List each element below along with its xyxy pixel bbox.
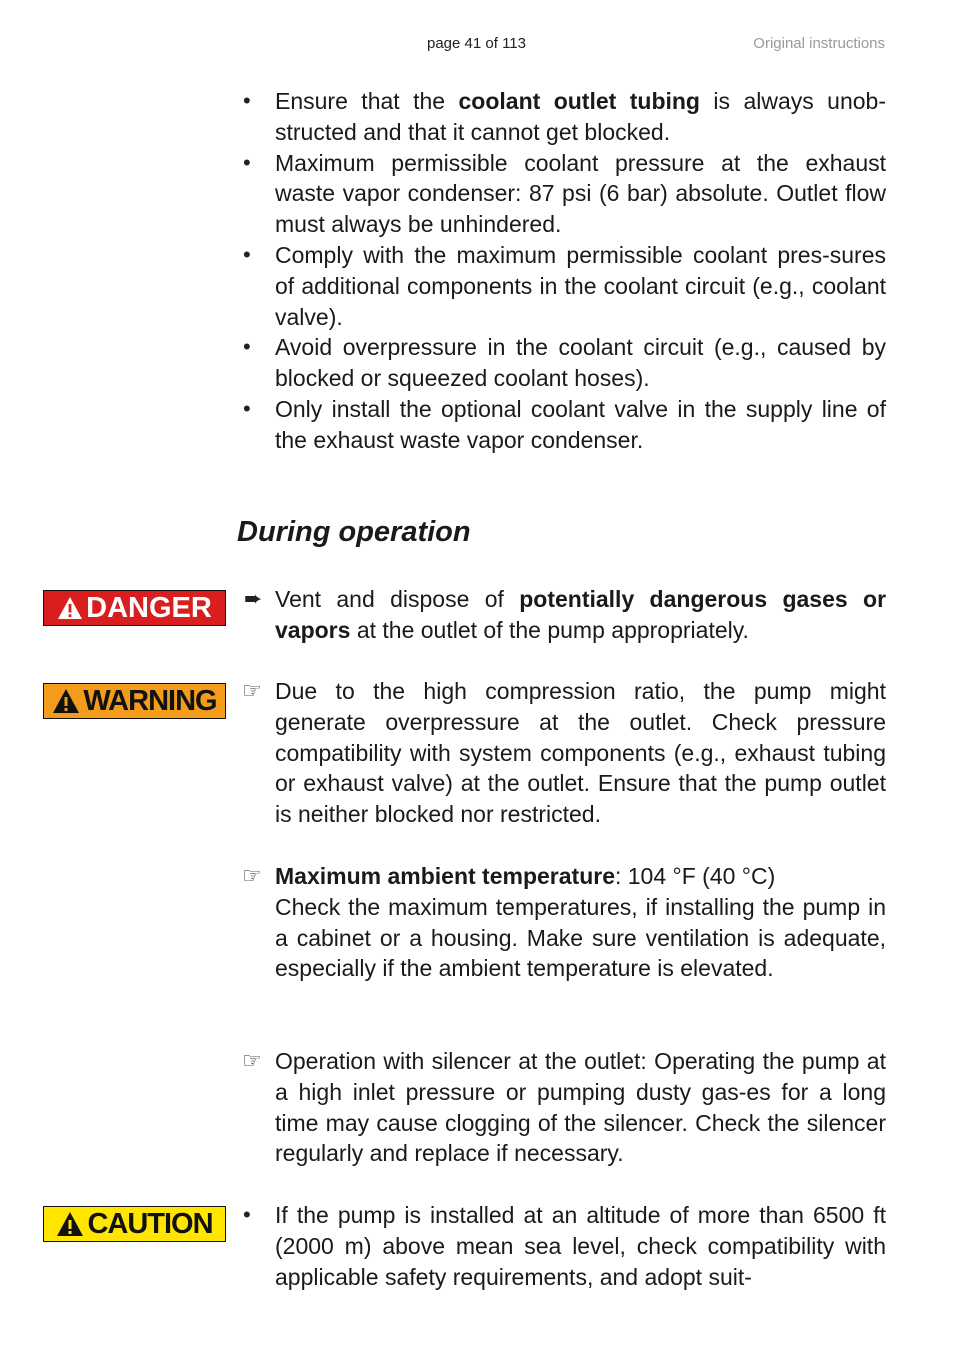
ambient-temperature-note (240, 861, 886, 984)
caution-label-text: CAUTION (87, 1207, 213, 1240)
caution-instructions (240, 1200, 886, 1292)
list-item: • Only install the optional coolant valve in the supply line of the exhaust waste vapor condenser. (243, 395, 886, 453)
warning-triangle-icon (57, 596, 83, 620)
warning-label-text: WARNING (83, 684, 217, 717)
list-item: • Avoid overpressure in the coolant circuit (e.g., caused by blocked or squeezed coolant hoses). (243, 334, 886, 392)
list-item: • Comply with the maximum permissible coolant pres-sures of additional components in the coolant circuit (e.g., coolant valve). (243, 241, 886, 330)
caution-label (43, 1206, 226, 1242)
coolant-instructions-list (240, 86, 886, 456)
pointing-hand-icon: ☞ (242, 678, 262, 703)
bullet-marker: • (243, 1202, 251, 1227)
list-item: • Ensure that the coolant outlet tubing is always unob-structed and that it cannot get blocked. (243, 88, 886, 145)
list-item: • If the pump is installed at an altitude of more than 6500 ft (2000 m) above mean sea level, check compatibility with applicable safety requirements, and adopt suit- (243, 1202, 886, 1290)
list-item: ☞ Maximum ambient temperature: 104 °F (40 °C) Check the maximum temperatures, if installing the pump in a cabinet or a housing. Make sure ventilation is adequate, especially if the ambient temperature is elevated. (242, 863, 886, 982)
pointing-hand-icon: ☞ (242, 863, 262, 888)
list-item: ➨ Vent and dispose of potentially dangerous gases or vapors at the outlet of the pump appropriately. (244, 586, 887, 643)
warning-instructions (240, 676, 886, 830)
pointing-hand-icon: ☞ (242, 1048, 262, 1073)
bullet-marker: • (243, 395, 251, 421)
danger-label (43, 590, 226, 626)
list-item: ☞ Due to the high compression ratio, the pump might generate overpressure at the outlet. Check pressure compatibility with system components (e.g., exhaust tubing or exhaust valve) at the outlet. Ensure that the pump outlet is neither blocked nor restricted. (242, 678, 886, 828)
bullet-marker: • (243, 88, 251, 113)
list-item: • Maximum permissible coolant pressure at the exhaust waste vapor condenser: 87 psi (6 bar) absolute. Outlet flow must always be unhindered. (243, 149, 886, 238)
bullet-marker: • (243, 241, 251, 267)
danger-instructions (240, 584, 886, 646)
warning-triangle-icon (52, 688, 80, 714)
danger-label-text: DANGER (86, 591, 212, 624)
list-item: ☞ Operation with silencer at the outlet: Operating the pump at a high inlet pressure or pumping dusty gas-es for a long time may cause clogging of the silencer. Check the silencer regularly and replace if necessary. (242, 1048, 886, 1167)
arrow-marker: ➨ (244, 586, 263, 611)
bullet-marker: • (243, 149, 251, 175)
warning-label (43, 683, 226, 719)
bullet-marker: • (243, 334, 251, 360)
document-type: Original instructions (753, 35, 885, 52)
section-heading: During operation (237, 516, 471, 548)
silencer-note (240, 1046, 886, 1169)
warning-triangle-icon (56, 1211, 84, 1237)
page-number: page 41 of 113 (427, 35, 526, 52)
